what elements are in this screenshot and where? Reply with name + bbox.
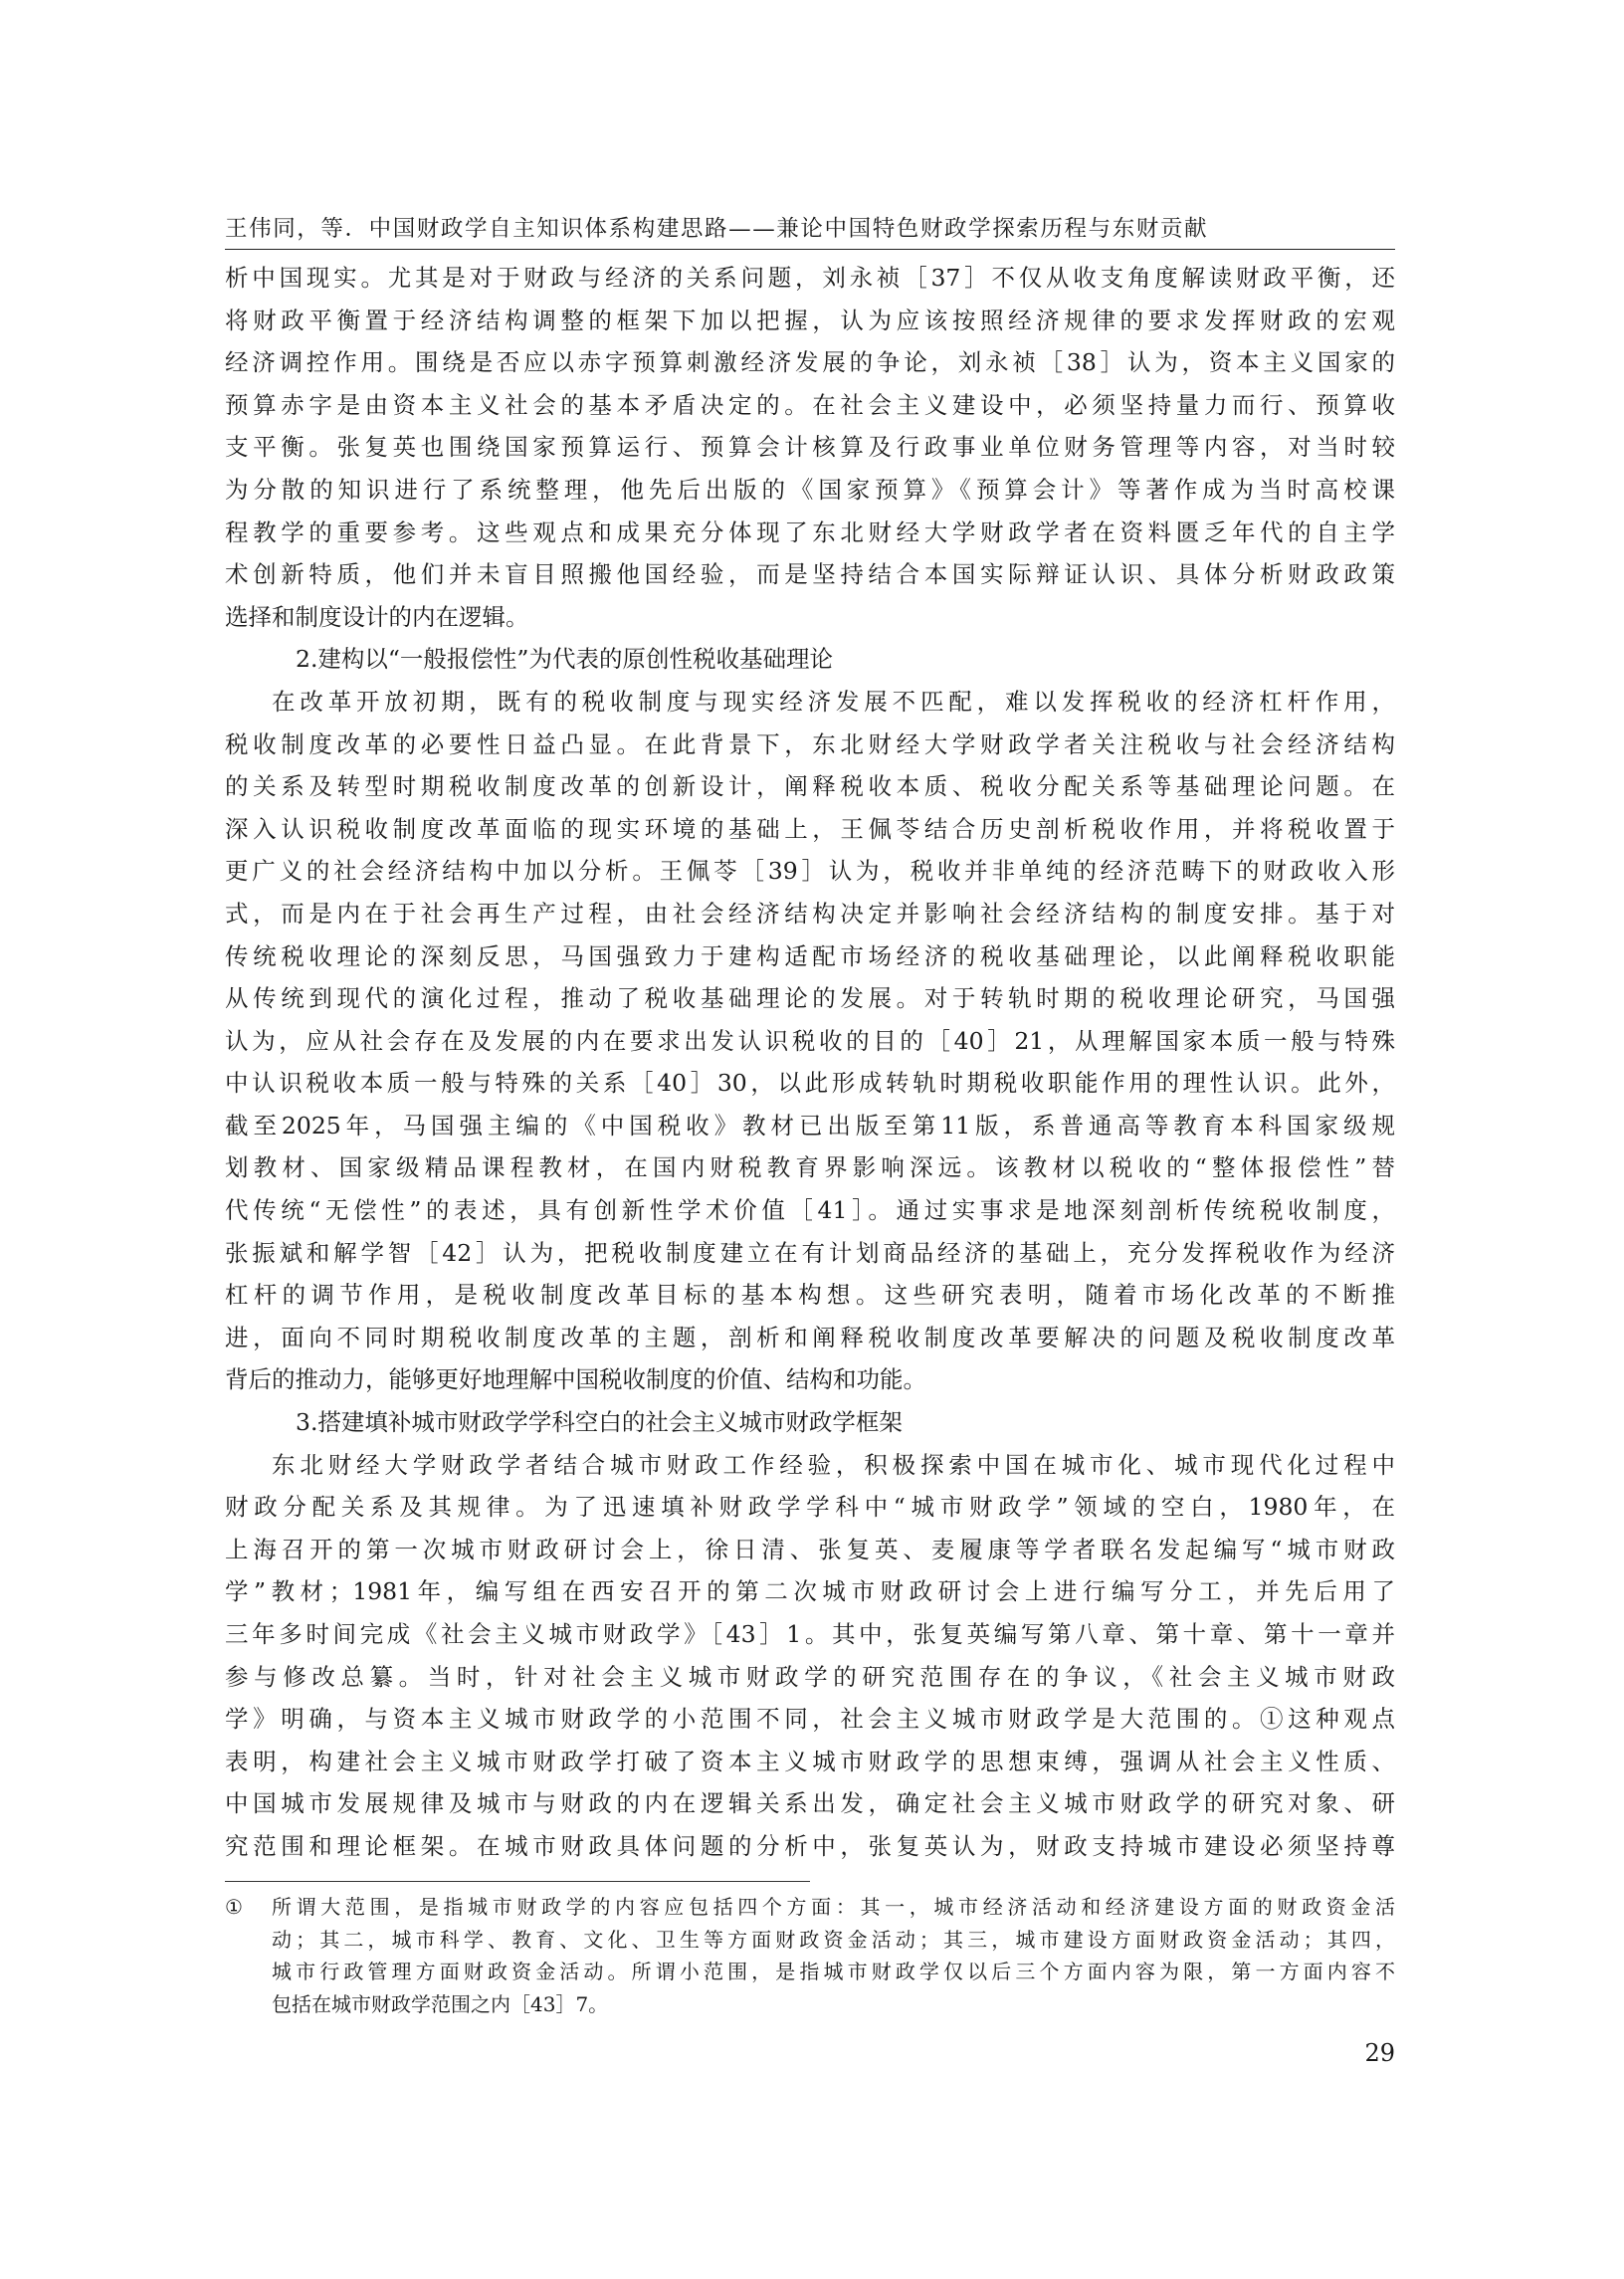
body-line: 究范围和理论框架。在城市财政具体问题的分析中，张复英认为，财政支持城市建设必须坚持尊 (225, 1831, 1395, 1860)
body-line: 将财政平衡置于经济结构调整的框架下加以把握，认为应该按照经济规律的要求发挥财政的宏观 (225, 306, 1395, 334)
page-number: 29 (1364, 2039, 1395, 2067)
section-heading: 3.搭建填补城市财政学学科空白的社会主义城市财政学框架 (296, 1408, 903, 1437)
body-line: 预算赤字是由资本主义社会的基本矛盾决定的。在社会主义建设中，必须坚持量力而行、预算收 (225, 390, 1395, 419)
body-line: 选择和制度设计的内在逻辑。 (225, 602, 529, 631)
body-line: 表明，构建社会主义城市财政学打破了资本主义城市财政学的思想束缚，强调从社会主义性质、 (225, 1747, 1395, 1775)
body-line: 式，而是内在于社会再生产过程，由社会经济结构决定并影响社会经济结构的制度安排。基于对 (225, 899, 1395, 928)
footnote (225, 1891, 1395, 2020)
body-line: 进，面向不同时期税收制度改革的主题，剖析和阐释税收制度改革要解决的问题及税收制度改革 (225, 1323, 1395, 1351)
body-line: 参与修改总纂。当时，针对社会主义城市财政学的研究范围存在的争议，《社会主义城市财政 (225, 1662, 1395, 1691)
article-body (225, 257, 1395, 1868)
body-line: 学》明确，与资本主义城市财政学的小范围不同，社会主义城市财政学是大范围的。①这种观点 (225, 1705, 1395, 1734)
body-line: 截至2025年，马国强主编的《中国税收》教材已出版至第11版，系普通高等教育本科国家级规 (225, 1111, 1395, 1140)
body-line: 财政分配关系及其规律。为了迅速填补财政学学科中“城市财政学”领域的空白，1980年，在 (225, 1493, 1395, 1522)
body-line: 学”教材；1981年，编写组在西安召开的第二次城市财政研讨会上进行编写分工，并先后用了 (225, 1577, 1395, 1606)
section-heading: 2.建构以“一般报偿性”为代表的原创性税收基础理论 (296, 645, 833, 674)
footnote-line: 所谓大范围，是指城市财政学的内容应包括四个方面：其一，城市经济活动和经济建设方面的财政资金活 (272, 1895, 1395, 1919)
body-line: 为分散的知识进行了系统整理，他先后出版的《国家预算》《预算会计》等著作成为当时高校课 (225, 475, 1395, 504)
body-line: 张振斌和解学智［42］认为，把税收制度建立在有计划商品经济的基础上，充分发挥税收作为经济 (225, 1238, 1395, 1267)
footnote-rule (225, 1881, 810, 1882)
footnote-marker: ① (225, 1895, 243, 1919)
body-line: 经济调控作用。围绕是否应以赤字预算刺激经济发展的争论，刘永祯［38］认为，资本主义国家的 (225, 348, 1395, 377)
body-line: 术创新特质，他们并未盲目照搬他国经验，而是坚持结合本国实际辩证认识、具体分析财政政策 (225, 560, 1395, 589)
body-line: 上海召开的第一次城市财政研讨会上，徐日清、张复英、麦履康等学者联名发起编写“城市财政 (225, 1535, 1395, 1563)
body-line: 中认识税收本质一般与特殊的关系［40］30，以此形成转轨时期税收职能作用的理性认识。此外， (225, 1069, 1395, 1098)
running-header: 王伟同，等．中国财政学自主知识体系构建思路——兼论中国特色财政学探索历程与东财贡献 (225, 216, 1209, 242)
footnote-line: 包括在城市财政学范围之内［43］7。 (272, 1991, 609, 2016)
body-line: 划教材、国家级精品课程教材，在国内财税教育界影响深远。该教材以税收的“整体报偿性”替 (225, 1153, 1395, 1182)
body-line: 析中国现实。尤其是对于财政与经济的关系问题，刘永祯［37］不仅从收支角度解读财政平衡，还 (225, 264, 1395, 292)
body-line: 代传统“无偿性”的表述，具有创新性学术价值［41］。通过实事求是地深刻剖析传统税收制度， (225, 1196, 1395, 1225)
body-line: 三年多时间完成《社会主义城市财政学》［43］1。其中，张复英编写第八章、第十章、第十一章并 (225, 1620, 1395, 1648)
footnote-line: 动；其二，城市科学、教育、文化、卫生等方面财政资金活动；其三，城市建设方面财政资金活动；其四， (272, 1927, 1395, 1952)
body-line: 在改革开放初期，既有的税收制度与现实经济发展不匹配，难以发挥税收的经济杠杆作用， (272, 687, 1395, 716)
body-line: 税收制度改革的必要性日益凸显。在此背景下，东北财经大学财政学者关注税收与社会经济结构 (225, 729, 1395, 758)
body-line: 传统税收理论的深刻反思，马国强致力于建构适配市场经济的税收基础理论，以此阐释税收职能 (225, 941, 1395, 970)
body-line: 程教学的重要参考。这些观点和成果充分体现了东北财经大学财政学者在资料匮乏年代的自主学 (225, 518, 1395, 546)
body-line: 深入认识税收制度改革面临的现实环境的基础上，王佩苓结合历史剖析税收作用，并将税收置于 (225, 814, 1395, 843)
header-rule (225, 249, 1395, 250)
body-line: 东北财经大学财政学者结合城市财政工作经验，积极探索中国在城市化、城市现代化过程中 (272, 1450, 1395, 1479)
body-line: 的关系及转型时期税收制度改革的创新设计，阐释税收本质、税收分配关系等基础理论问题。在 (225, 772, 1395, 801)
footnote-line: 城市行政管理方面财政资金活动。所谓小范围，是指城市财政学仅以后三个方面内容为限，第一方面内容不 (272, 1960, 1395, 1983)
body-line: 中国城市发展规律及城市与财政的内在逻辑关系出发，确定社会主义城市财政学的研究对象、研 (225, 1789, 1395, 1818)
body-line: 认为，应从社会存在及发展的内在要求出发认识税收的目的［40］21，从理解国家本质一般与特殊 (225, 1026, 1395, 1055)
body-line: 杠杆的调节作用，是税收制度改革目标的基本构想。这些研究表明，随着市场化改革的不断推 (225, 1281, 1395, 1310)
body-line: 更广义的社会经济结构中加以分析。王佩苓［39］认为，税收并非单纯的经济范畴下的财政收入形 (225, 857, 1395, 886)
body-line: 从传统到现代的演化过程，推动了税收基础理论的发展。对于转轨时期的税收理论研究，马国强 (225, 984, 1395, 1013)
body-line: 背后的推动力，能够更好地理解中国税收制度的价值、结构和功能。 (225, 1365, 926, 1394)
body-line: 支平衡。张复英也围绕国家预算运行、预算会计核算及行政事业单位财务管理等内容，对当时较 (225, 433, 1395, 462)
